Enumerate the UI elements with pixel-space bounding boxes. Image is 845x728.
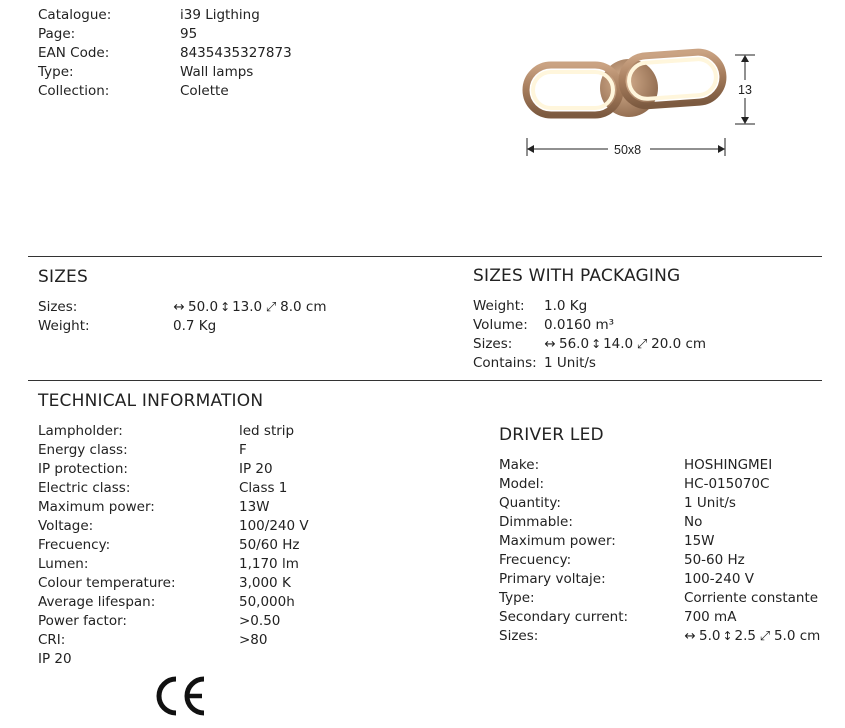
tech-lumen-label: Lumen: bbox=[38, 556, 89, 572]
tech-power-factor-value: >0.50 bbox=[239, 613, 281, 629]
tech-lumen-value: 1,170 lm bbox=[239, 556, 299, 572]
height-arrow-icon: ↕ bbox=[722, 629, 733, 643]
driver-type-value: Corriente constante bbox=[684, 590, 819, 606]
packaging-contains-value: 1 Unit/s bbox=[544, 355, 596, 371]
driver-secondary-current-label: Secondary current: bbox=[499, 609, 629, 625]
type-label: Type: bbox=[38, 64, 74, 80]
packaging-volume-label: Volume: bbox=[473, 317, 528, 333]
tech-power-factor-label: Power factor: bbox=[38, 613, 127, 629]
packaging-contains-label: Contains: bbox=[473, 355, 537, 371]
height-arrow-icon: ↕ bbox=[591, 337, 602, 351]
width-arrow-icon: ↔ bbox=[544, 336, 556, 352]
tech-frequency-label: Frecuency: bbox=[38, 537, 111, 553]
tech-frequency-value: 50/60 Hz bbox=[239, 537, 300, 553]
tech-lifespan-value: 50,000h bbox=[239, 594, 295, 610]
page-value: 95 bbox=[180, 26, 198, 42]
tech-ip-value: IP 20 bbox=[239, 461, 273, 477]
driver-model-label: Model: bbox=[499, 476, 545, 492]
driver-primary-voltage-value: 100-240 V bbox=[684, 571, 754, 587]
driver-unit: cm bbox=[799, 628, 821, 644]
product-drawing bbox=[510, 40, 770, 165]
tech-colour-temp-label: Colour temperature: bbox=[38, 575, 176, 591]
packaging-weight-value: 1.0 Kg bbox=[544, 298, 588, 314]
tech-energy-label: Energy class: bbox=[38, 442, 128, 458]
tech-colour-temp-value: 3,000 K bbox=[239, 575, 291, 591]
packaging-dimensions bbox=[544, 335, 706, 354]
height-label: 13 bbox=[738, 83, 752, 97]
packaging-height: 14.0 bbox=[603, 336, 634, 352]
packaging-unit: cm bbox=[685, 336, 707, 352]
driver-height: 2.5 bbox=[734, 628, 756, 644]
driver-sizes-label: Sizes: bbox=[499, 628, 539, 644]
header-info bbox=[0, 0, 420, 110]
sizes-label: Sizes: bbox=[38, 299, 78, 315]
tech-cri-value: >80 bbox=[239, 632, 268, 648]
tech-ip-note: IP 20 bbox=[38, 651, 72, 667]
packaging-depth: 20.0 bbox=[651, 336, 682, 352]
divider-middle bbox=[28, 380, 822, 381]
driver-model-value: HC-015070C bbox=[684, 476, 770, 492]
tech-ip-label: IP protection: bbox=[38, 461, 128, 477]
ean-value: 8435435327873 bbox=[180, 45, 292, 61]
technical-title: TECHNICAL INFORMATION bbox=[38, 391, 264, 411]
tech-voltage-label: Voltage: bbox=[38, 518, 94, 534]
tech-energy-value: F bbox=[239, 442, 247, 458]
driver-primary-voltage-label: Primary voltaje: bbox=[499, 571, 606, 587]
ce-mark-icon bbox=[152, 674, 208, 718]
width-arrow-icon: ↔ bbox=[684, 628, 696, 644]
tech-power-label: Maximum power: bbox=[38, 499, 155, 515]
tech-electric-label: Electric class: bbox=[38, 480, 131, 496]
sizes-depth: 8.0 bbox=[280, 299, 302, 315]
packaging-weight-label: Weight: bbox=[473, 298, 525, 314]
width-label: 50x8 bbox=[614, 143, 642, 157]
driver-frequency-label: Frecuency: bbox=[499, 552, 572, 568]
driver-power-value: 15W bbox=[684, 533, 715, 549]
packaging-sizes-label: Sizes: bbox=[473, 336, 513, 352]
driver-title: DRIVER LED bbox=[499, 425, 604, 445]
height-arrow-icon: ↕ bbox=[220, 300, 231, 314]
tech-cri-label: CRI: bbox=[38, 632, 66, 648]
driver-width: 5.0 bbox=[699, 628, 721, 644]
depth-arrow-icon: ⤢ bbox=[265, 300, 277, 315]
depth-arrow-icon: ⤢ bbox=[636, 337, 648, 352]
sizes-height: 13.0 bbox=[232, 299, 263, 315]
driver-power-label: Maximum power: bbox=[499, 533, 616, 549]
ean-label: EAN Code: bbox=[38, 45, 110, 61]
tech-lampholder-value: led strip bbox=[239, 423, 295, 439]
width-arrow-icon: ↔ bbox=[173, 299, 185, 315]
driver-quantity-value: 1 Unit/s bbox=[684, 495, 736, 511]
packaging-width: 56.0 bbox=[559, 336, 590, 352]
catalogue-value: i39 Ligthing bbox=[180, 7, 260, 23]
driver-dimmable-label: Dimmable: bbox=[499, 514, 573, 530]
driver-frequency-value: 50-60 Hz bbox=[684, 552, 745, 568]
tech-power-value: 13W bbox=[239, 499, 270, 515]
sizes-weight-value: 0.7 Kg bbox=[173, 318, 217, 334]
type-value: Wall lamps bbox=[180, 64, 254, 80]
divider-top bbox=[28, 256, 822, 257]
driver-depth: 5.0 bbox=[773, 628, 796, 644]
catalogue-label: Catalogue: bbox=[38, 7, 112, 23]
driver-dimensions bbox=[684, 627, 820, 646]
tech-lifespan-label: Average lifespan: bbox=[38, 594, 156, 610]
driver-secondary-current-value: 700 mA bbox=[684, 609, 737, 625]
sizes-weight-label: Weight: bbox=[38, 318, 90, 334]
packaging-volume-value: 0.0160 m³ bbox=[544, 317, 615, 333]
driver-list bbox=[0, 456, 845, 656]
driver-make-label: Make: bbox=[499, 457, 540, 473]
sizes-unit: cm bbox=[305, 299, 327, 315]
tech-voltage-value: 100/240 V bbox=[239, 518, 309, 534]
tech-electric-value: Class 1 bbox=[239, 480, 288, 496]
depth-arrow-icon: ⤢ bbox=[759, 629, 771, 644]
sizes-dimensions bbox=[173, 298, 326, 317]
driver-type-label: Type: bbox=[499, 590, 535, 606]
collection-value: Colette bbox=[180, 83, 229, 99]
collection-label: Collection: bbox=[38, 83, 110, 99]
tech-lampholder-label: Lampholder: bbox=[38, 423, 123, 439]
packaging-title: SIZES WITH PACKAGING bbox=[473, 266, 681, 286]
driver-quantity-label: Quantity: bbox=[499, 495, 561, 511]
sizes-title: SIZES bbox=[38, 267, 88, 287]
driver-make-value: HOSHINGMEI bbox=[684, 457, 773, 473]
sizes-width: 50.0 bbox=[188, 299, 219, 315]
page-label: Page: bbox=[38, 26, 76, 42]
driver-dimmable-value: No bbox=[684, 514, 703, 530]
